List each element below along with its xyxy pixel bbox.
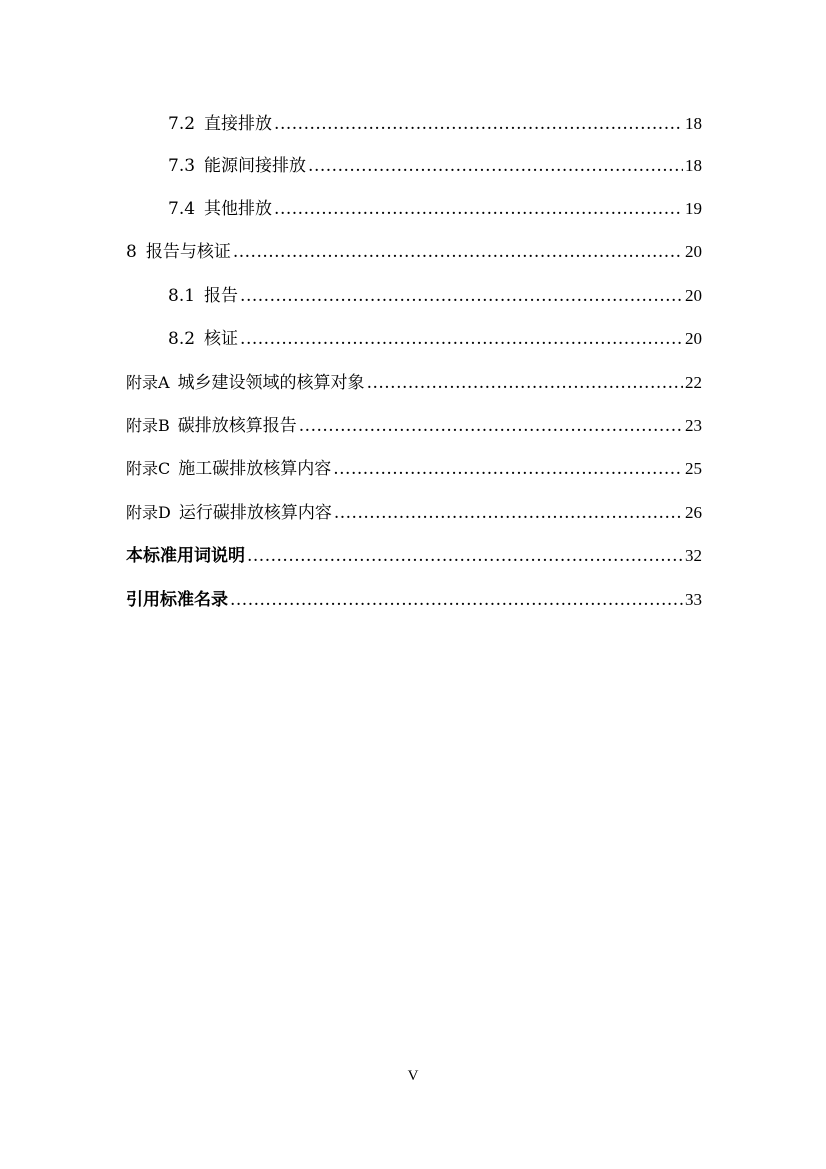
toc-entry-title: 报告 [204, 286, 239, 306]
toc-entry-title: 报告与核证 [145, 242, 231, 262]
toc-dot-leader [274, 111, 683, 137]
toc-dot-leader [308, 153, 683, 179]
toc-entry-title: 核证 [204, 329, 239, 349]
toc-dot-leader [247, 543, 683, 569]
toc-entry-title: 直接排放 [204, 114, 273, 134]
toc-entry-appendix-c[interactable] [126, 456, 702, 482]
toc-entry-number: 附录D [126, 503, 171, 522]
toc-entry-appendix-d[interactable] [126, 500, 702, 526]
toc-entry-number: 7.2 [168, 114, 196, 134]
toc-dot-leader [230, 587, 683, 613]
toc-entry-7-4[interactable] [168, 196, 702, 222]
toc-entry-title: 城乡建设领域的核算对象 [177, 373, 365, 393]
toc-dot-leader [274, 196, 683, 222]
toc-entry-page: 18 [685, 114, 702, 133]
toc-entry-number: 附录C [126, 459, 171, 478]
toc-entry-title: 其他排放 [204, 199, 273, 219]
toc-entry-number: 7.4 [168, 199, 196, 219]
toc-dot-leader [240, 326, 683, 352]
toc-entry-title: 引用标准名录 [126, 590, 228, 610]
toc-entry-page: 25 [685, 459, 702, 478]
toc-entry-7-2[interactable] [168, 111, 702, 137]
toc-dot-leader [240, 283, 683, 309]
toc-entry-page: 22 [685, 373, 702, 392]
toc-entry-title: 运行碳排放核算内容 [178, 503, 332, 523]
toc-dot-leader [233, 239, 683, 265]
toc-entry-page: 20 [685, 286, 702, 305]
toc-entry-appendix-b[interactable] [126, 413, 702, 439]
toc-entry-7-3[interactable] [168, 153, 702, 179]
toc-entry-number: 8.2 [168, 329, 196, 349]
toc-entry-page: 32 [685, 546, 702, 565]
toc-entry-number: 7.3 [168, 156, 196, 176]
toc-entry-number: 附录B [126, 416, 170, 435]
toc-dot-leader [334, 500, 683, 526]
toc-entry-page: 18 [685, 156, 702, 175]
toc-entry-number: 8.1 [168, 286, 196, 306]
toc-entry-referenced-standards[interactable] [126, 587, 702, 613]
toc-entry-title: 碳排放核算报告 [177, 416, 297, 436]
toc-entry-8-2[interactable] [168, 326, 702, 352]
page-number: V [407, 1068, 419, 1084]
toc-entry-appendix-a[interactable] [126, 370, 702, 396]
toc-entry-page: 20 [685, 242, 702, 261]
toc-entry-title: 施工碳排放核算内容 [178, 459, 332, 479]
toc-entry-title: 能源间接排放 [204, 156, 307, 176]
toc-entry-terminology[interactable] [126, 543, 702, 569]
toc-dot-leader [299, 413, 683, 439]
toc-entry-number: 8 [126, 242, 137, 262]
toc-entry-page: 19 [685, 199, 702, 218]
toc-entry-page: 23 [685, 416, 702, 435]
toc-entry-page: 33 [685, 590, 702, 609]
toc-entry-page: 26 [685, 503, 702, 522]
toc-entry-8[interactable] [126, 239, 702, 265]
toc-entry-8-1[interactable] [168, 283, 702, 309]
toc-entry-number: 附录A [126, 373, 170, 392]
toc-entry-title: 本标准用词说明 [126, 546, 245, 566]
toc-dot-leader [367, 370, 683, 396]
toc-entry-page: 20 [685, 329, 702, 348]
toc-dot-leader [333, 456, 683, 482]
